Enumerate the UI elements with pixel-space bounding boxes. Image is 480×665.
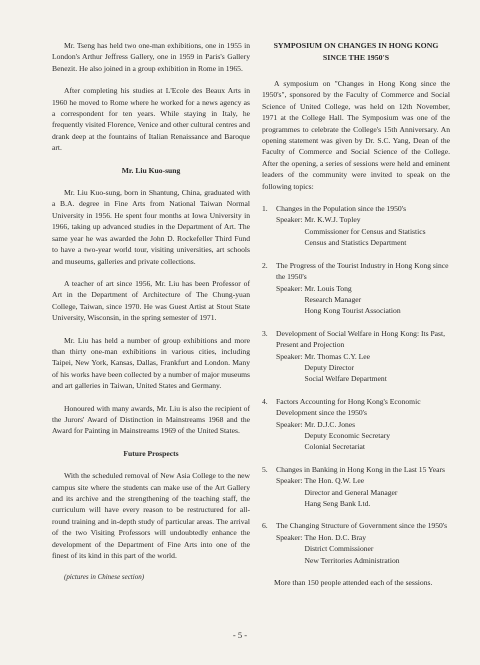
- paragraph-liu-biography: Mr. Liu Kuo-sung, born in Shantung, China, graduated with a B.A. degree in Fine Arts from National Taiwan Normal University in 1956. He spent four months at Iowa University in 1966, taking up advanced studies in the Department of Art. The same year he was awarded the John D. Rockefeller Third Fund to have a two-year world tour, visiting universities, art schools and museums, galleries and private collections.: [52, 188, 250, 266]
- paragraph-liu-awards: Honoured with many awards, Mr. Liu is also the recipient of the Jurors' Award of Distinction in Mainstreams 1968 and the Award for Painting in Mainstreams 1969 of the United States.: [52, 403, 250, 436]
- topic-number: 4.: [262, 396, 268, 406]
- speaker-organisation: Colonial Secretariat: [304, 442, 366, 452]
- topic-speaker: [276, 351, 450, 385]
- paragraph-symposium-intro: A symposium on "Changes in Hong Kong since the 1950's", sponsored by the Faculty of Commerce and Social Science of United College, was held on 12th November, 1971 at the College Hall. The Symposium was one of the programmes to celebrate the College's 15th Anniversary. An opening statement was given by Dr. S.C. Yang, Dean of the Faculty of Commerce and Social Science of the College. After the opening, a series of sessions were held and eminent leaders of the community were invited to speak on the following topics:: [262, 79, 450, 191]
- speaker-label: Speaker:: [276, 351, 303, 361]
- topic-title: The Changing Structure of Government since the 1950's: [276, 521, 448, 531]
- list-item: [262, 396, 450, 453]
- topic-title: Changes in the Population since the 1950's: [276, 204, 407, 214]
- topic-title: Factors Accounting for Hong Kong's Economic Development since the 1950's: [276, 396, 421, 418]
- topic-number: 6.: [262, 521, 268, 531]
- speaker-label: Speaker:: [276, 532, 303, 542]
- speaker-organisation: Census and Statistics Department: [304, 238, 407, 248]
- topic-speaker: [276, 419, 450, 453]
- speaker-name: Mr. D.J.C. Jones: [304, 419, 356, 429]
- topic-title: Changes in Banking in Hong Kong in the Last 15 Years: [276, 464, 445, 474]
- list-item: [262, 328, 450, 385]
- topic-speaker: [276, 214, 450, 248]
- speaker-name: Mr. Thomas C.Y. Lee: [304, 351, 371, 361]
- topic-number: 1.: [262, 204, 268, 214]
- speaker-name: Mr. K.W.J. Topley: [304, 215, 361, 225]
- speaker-name: Mr. Louis Tong: [304, 283, 352, 293]
- topic-title: The Progress of the Tourist Industry in Hong Kong since the 1950's: [276, 260, 449, 282]
- heading-symposium: SYMPOSIUM ON CHANGES IN HONG KONG SINCE THE 1950'S: [273, 41, 439, 62]
- paragraph-liu-exhibitions: Mr. Liu has held a number of group exhibitions and more than thirty one-man exhibitions in various cities, including Taipei, New York, Kansas, Dallas, Frankfurt and London. Many of his works have been collected by a number of major museums and art galleries in Taiwan, United States and Germany.: [52, 335, 250, 391]
- speaker-organisation: Hong Kong Tourist Association: [304, 306, 401, 316]
- speaker-label: Speaker:: [276, 215, 303, 225]
- speaker-organisation: Hang Seng Bank Ltd.: [304, 499, 371, 508]
- heading-liu-kuo-sung: Mr. Liu Kuo-sung: [121, 165, 181, 175]
- topic-list: [262, 203, 450, 566]
- paragraph-attendance: More than 150 people attended each of the sessions.: [274, 578, 433, 588]
- paragraph-tseng-rome: After completing his studies at L'Ecole des Beaux Arts in 1960 he moved to Rome where he worked for a news agency as a correspondent for ten years. While staying in Italy, he frequently visited Florence, Venice and other cultural centres and drank deep at the fountains of Italian Renaissance and Baroque art.: [52, 86, 250, 153]
- list-item: [262, 260, 450, 317]
- topic-title: Development of Social Welfare in Hong Kong: Its Past, Present and Projection: [276, 328, 446, 350]
- speaker-role: Commissioner for Census and Statistics: [304, 226, 426, 236]
- speaker-role: District Commissioner: [304, 544, 374, 554]
- speaker-name: The Hon. D.C. Bray: [304, 532, 367, 542]
- speaker-label: Speaker:: [276, 283, 303, 293]
- topic-speaker: [276, 532, 450, 566]
- topic-number: 5.: [262, 464, 268, 474]
- speaker-label: Speaker:: [276, 476, 303, 486]
- topic-speaker: [276, 475, 450, 509]
- paragraph-tseng-exhibitions: Mr. Tseng has held two one-man exhibitions, one in 1955 in London's Arthur Jeffress Gallery, one in 1959 in Paris's Gallery Benezit. He also joined in a group exhibition in Rome in 1965.: [52, 41, 250, 73]
- topic-speaker: [276, 283, 450, 317]
- topic-number: 2.: [262, 260, 268, 270]
- paragraph-future-prospects: With the scheduled removal of New Asia College to the new campus site where the students can make use of the Art Gallery and its archive and the strengthening of the teaching staff, the curriculum will have every reason to be restructured for all-round training and in-depth study of particular areas. The arrival of the two Visiting Professors will undoubtedly enhance the development of the Department of Fine Arts into one of the finest of its kind in this part of the world.: [52, 471, 250, 561]
- page-number: - 5 -: [232, 630, 248, 640]
- speaker-name: The Hon. Q.W. Lee: [304, 476, 365, 486]
- speaker-role: Director and General Manager: [304, 487, 398, 497]
- speaker-role: Deputy Economic Secretary: [304, 430, 391, 440]
- left-column: [52, 40, 250, 595]
- list-item: [262, 520, 450, 566]
- speaker-role: Research Manager: [304, 294, 362, 304]
- paragraph-liu-teaching: A teacher of art since 1956, Mr. Liu has been Professor of Art in the Department of Architecture of The Chung-yuan College, Taiwan, since 1970. He was Guest Artist at Stout State University, Wisconsin, in the spring semester of 1971.: [52, 278, 250, 323]
- speaker-organisation: New Territories Administration: [304, 555, 400, 565]
- speaker-label: Speaker:: [276, 419, 303, 429]
- topic-number: 3.: [262, 328, 268, 338]
- speaker-organisation: Social Welfare Department: [304, 374, 387, 384]
- heading-future-prospects: Future Prospects: [123, 448, 179, 458]
- right-column: [262, 40, 450, 599]
- caption-pictures: (pictures in Chinese section): [64, 573, 145, 582]
- list-item: [262, 464, 450, 510]
- speaker-role: Deputy Director: [304, 362, 355, 372]
- list-item: [262, 203, 450, 249]
